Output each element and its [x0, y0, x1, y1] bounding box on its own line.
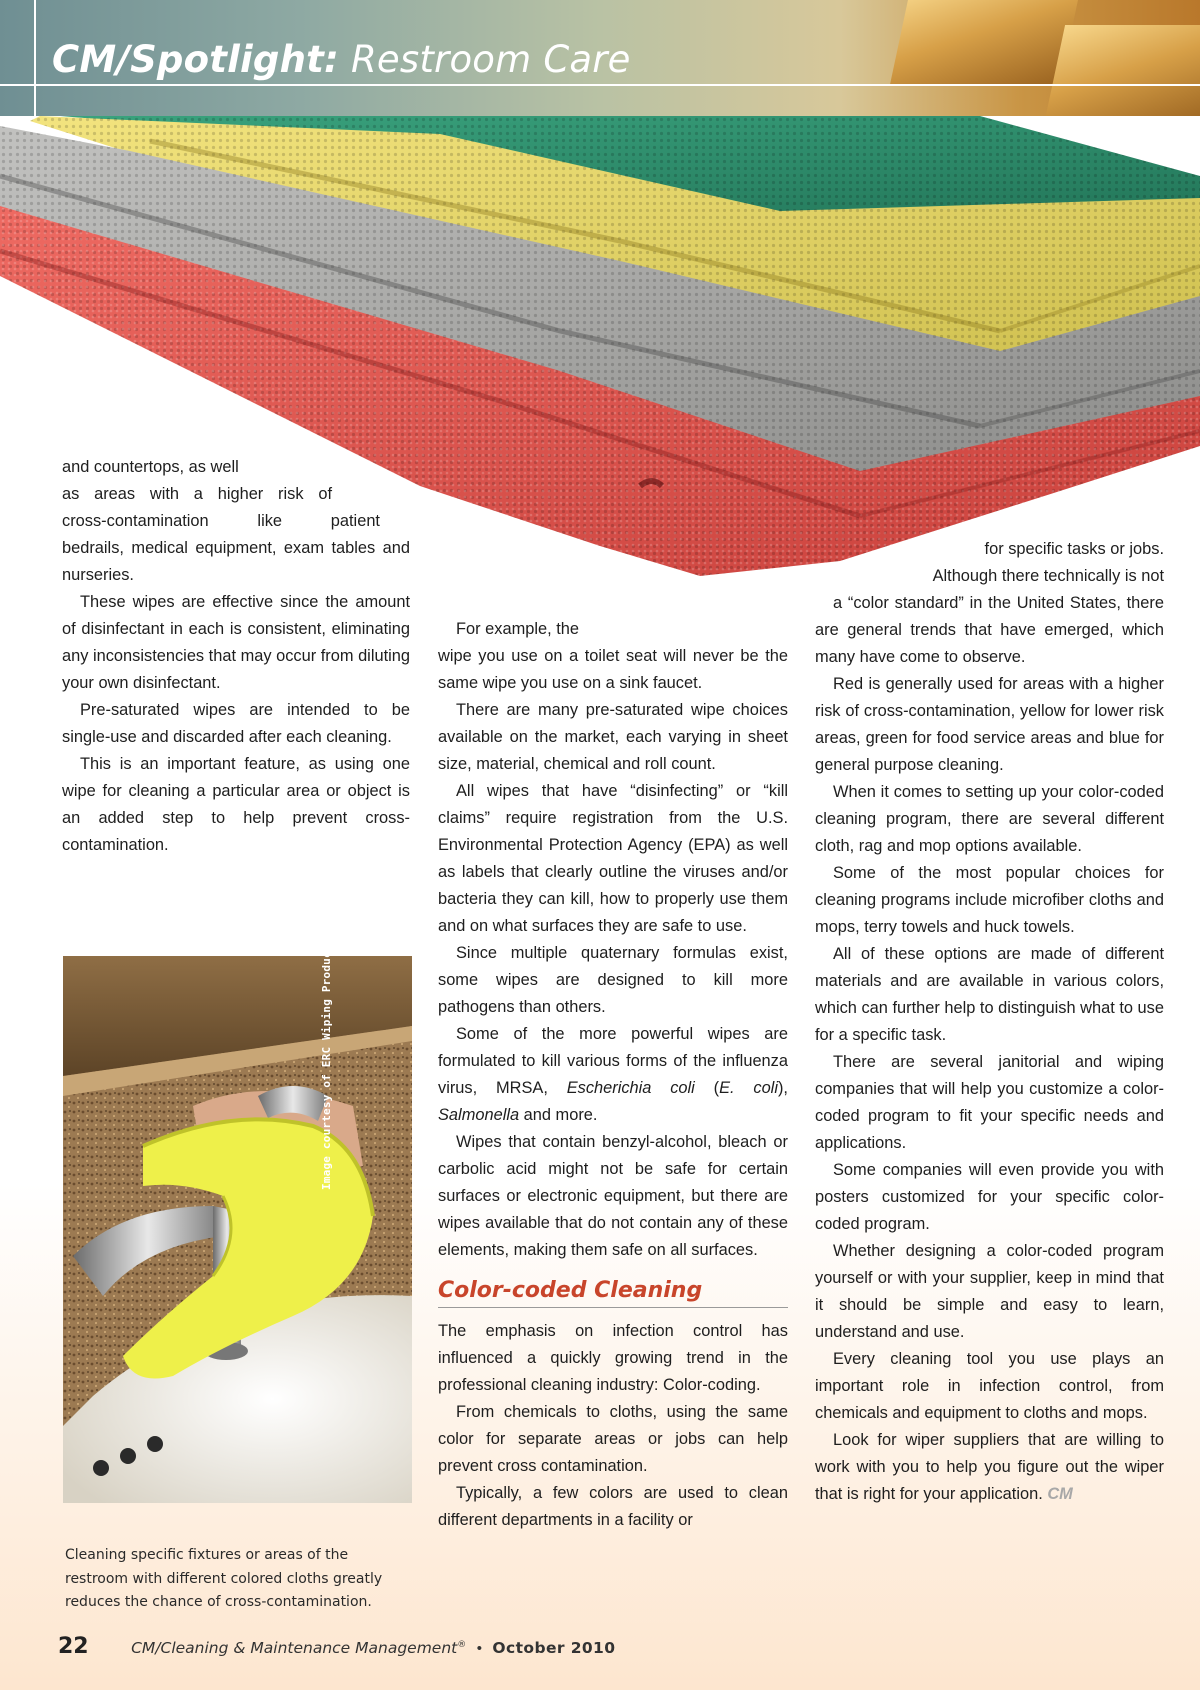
sink-cleaning-illustration — [63, 956, 412, 1503]
registered-mark: ® — [457, 1639, 467, 1650]
issue-date: October 2010 — [492, 1639, 616, 1657]
footer-separator: • — [476, 1640, 482, 1657]
body-line: cross-contamination like patient — [62, 512, 380, 530]
body-paragraph: The emphasis on infection control has influenced a quickly growing trend in the professional cleaning industry: Color-coding. — [438, 1322, 788, 1394]
body-paragraph: Typically, a few colors are used to clean different departments in a facility or — [438, 1484, 788, 1529]
body-paragraph: When it comes to setting up your color-coded cleaning program, there are several different cloth, rag and mop options available. — [815, 783, 1164, 855]
inset-photo-sink — [63, 956, 412, 1503]
species-name: E. coli — [719, 1079, 778, 1097]
section-header-band — [0, 0, 1200, 116]
body-paragraph — [438, 1021, 788, 1129]
page-title — [52, 38, 631, 81]
body-paragraph: There are many pre-saturated wipe choices available on the market, each varying in sheet size, material, chemical and roll count. — [438, 701, 788, 773]
page-number: 22 — [58, 1634, 89, 1659]
publication-name — [131, 1639, 466, 1657]
page-footer — [58, 1634, 615, 1659]
article-end-mark: CM — [1042, 1485, 1073, 1503]
text-column-3 — [815, 536, 1164, 1508]
body-line: and countertops, as well — [62, 458, 239, 476]
body-paragraph: All wipes that have “disinfecting” or “kill claims” require registration from the U.S. Environmental Protection Agency (EPA) as well as labels that clearly outline the viruses and/or bacteria they can kill, how to properly use them and on what surfaces they are safe to use. — [438, 782, 788, 935]
body-paragraph: All of these options are made of different materials and are available in various colors, which can further help to distinguish what to use for a specific task. — [815, 945, 1164, 1044]
text-run: ( — [694, 1079, 720, 1097]
body-paragraph: From chemicals to cloths, using the same color for separate areas or jobs can help prevent cross contamination. — [438, 1403, 788, 1475]
body-line: for specific tasks or jobs. — [984, 540, 1164, 558]
page-title-topic: Restroom Care — [339, 38, 631, 81]
photo-caption: Cleaning specific fixtures or areas of the restroom with different colored cloths greatly reduces the chance of cross-contamination. — [65, 1547, 383, 1610]
body-paragraph: Some companies will even provide you with posters customized for your specific color-coded program. — [815, 1161, 1164, 1233]
header-rule-vertical — [34, 0, 36, 116]
body-paragraph: These wipes are effective since the amount of disinfectant in each is consistent, eliminating any inconsistencies that may occur from diluting your own disinfectant. — [62, 593, 411, 692]
photo-credit: Image courtesy of ERC Wiping Products Inc. — [320, 903, 333, 1190]
body-paragraph: wipe you use on a toilet seat will never be the same wipe you use on a sink faucet. — [438, 647, 788, 692]
body-paragraph: a “color standard” in the United States, there are general trends that have emerged, which many have come to observe. — [815, 594, 1164, 666]
section-heading: Color-coded Cleaning — [438, 1276, 788, 1308]
publication-title: CM/Cleaning & Maintenance Management — [131, 1639, 458, 1657]
body-line: Although there technically is not — [932, 567, 1164, 585]
body-paragraph: Red is generally used for areas with a higher risk of cross-contamination, yellow for lower risk areas, green for food service areas and blue for general purpose cleaning. — [815, 675, 1164, 774]
body-paragraph: Wipes that contain benzyl-alcohol, bleach or carbolic acid might not be safe for certain surfaces or electronic equipment, but there are wipes available that do not contain any of these elements, making them safe on all surfaces. — [438, 1133, 788, 1259]
text-run: ), — [777, 1079, 788, 1097]
body-line: as areas with a higher risk of — [62, 485, 332, 503]
page-title-brand: CM/Spotlight: — [52, 38, 340, 81]
species-name: Salmonella — [438, 1106, 520, 1124]
text-column-2 — [438, 616, 788, 1534]
body-paragraph: Pre-saturated wipes are intended to be single-use and discarded after each cleaning. — [62, 701, 410, 746]
text-run: Look for wiper suppliers that are willing to work with you to help you figure out the wiper that is right for your application. — [815, 1431, 1164, 1503]
text-run: Some of the more powerful wipes are formulated to kill various forms of the influenza virus, MRSA, — [438, 1025, 788, 1097]
gold-bar-decoration — [890, 0, 1080, 85]
body-paragraph: Since multiple quaternary formulas exist, some wipes are designed to kill more pathogens than others. — [438, 944, 788, 1016]
text-column-1 — [62, 454, 410, 859]
body-paragraph: Whether designing a color-coded program yourself or with your supplier, keep in mind that it should be simple and easy to learn, understand and use. — [815, 1242, 1164, 1341]
gold-bar-decoration — [1045, 25, 1200, 116]
text-run: and more. — [519, 1106, 598, 1124]
body-paragraph — [815, 1427, 1164, 1508]
body-paragraph: This is an important feature, as using one wipe for cleaning a particular area or object is an added step to help prevent cross-contamination. — [62, 755, 410, 854]
body-line: For example, the — [456, 620, 579, 638]
body-paragraph: Some of the most popular choices for cleaning programs include microfiber cloths and mops, terry towels and huck towels. — [815, 864, 1164, 936]
body-paragraph: There are several janitorial and wiping companies that will help you customize a color-coded program to fit your specific needs and applications. — [815, 1053, 1164, 1152]
species-name: Escherichia coli — [566, 1079, 695, 1097]
body-paragraph: bedrails, medical equipment, exam tables and nurseries. — [62, 539, 410, 584]
header-rule-horizontal — [0, 84, 1200, 86]
body-paragraph: Every cleaning tool you use plays an important role in infection control, from chemicals and equipment to cloths and mops. — [815, 1350, 1164, 1422]
